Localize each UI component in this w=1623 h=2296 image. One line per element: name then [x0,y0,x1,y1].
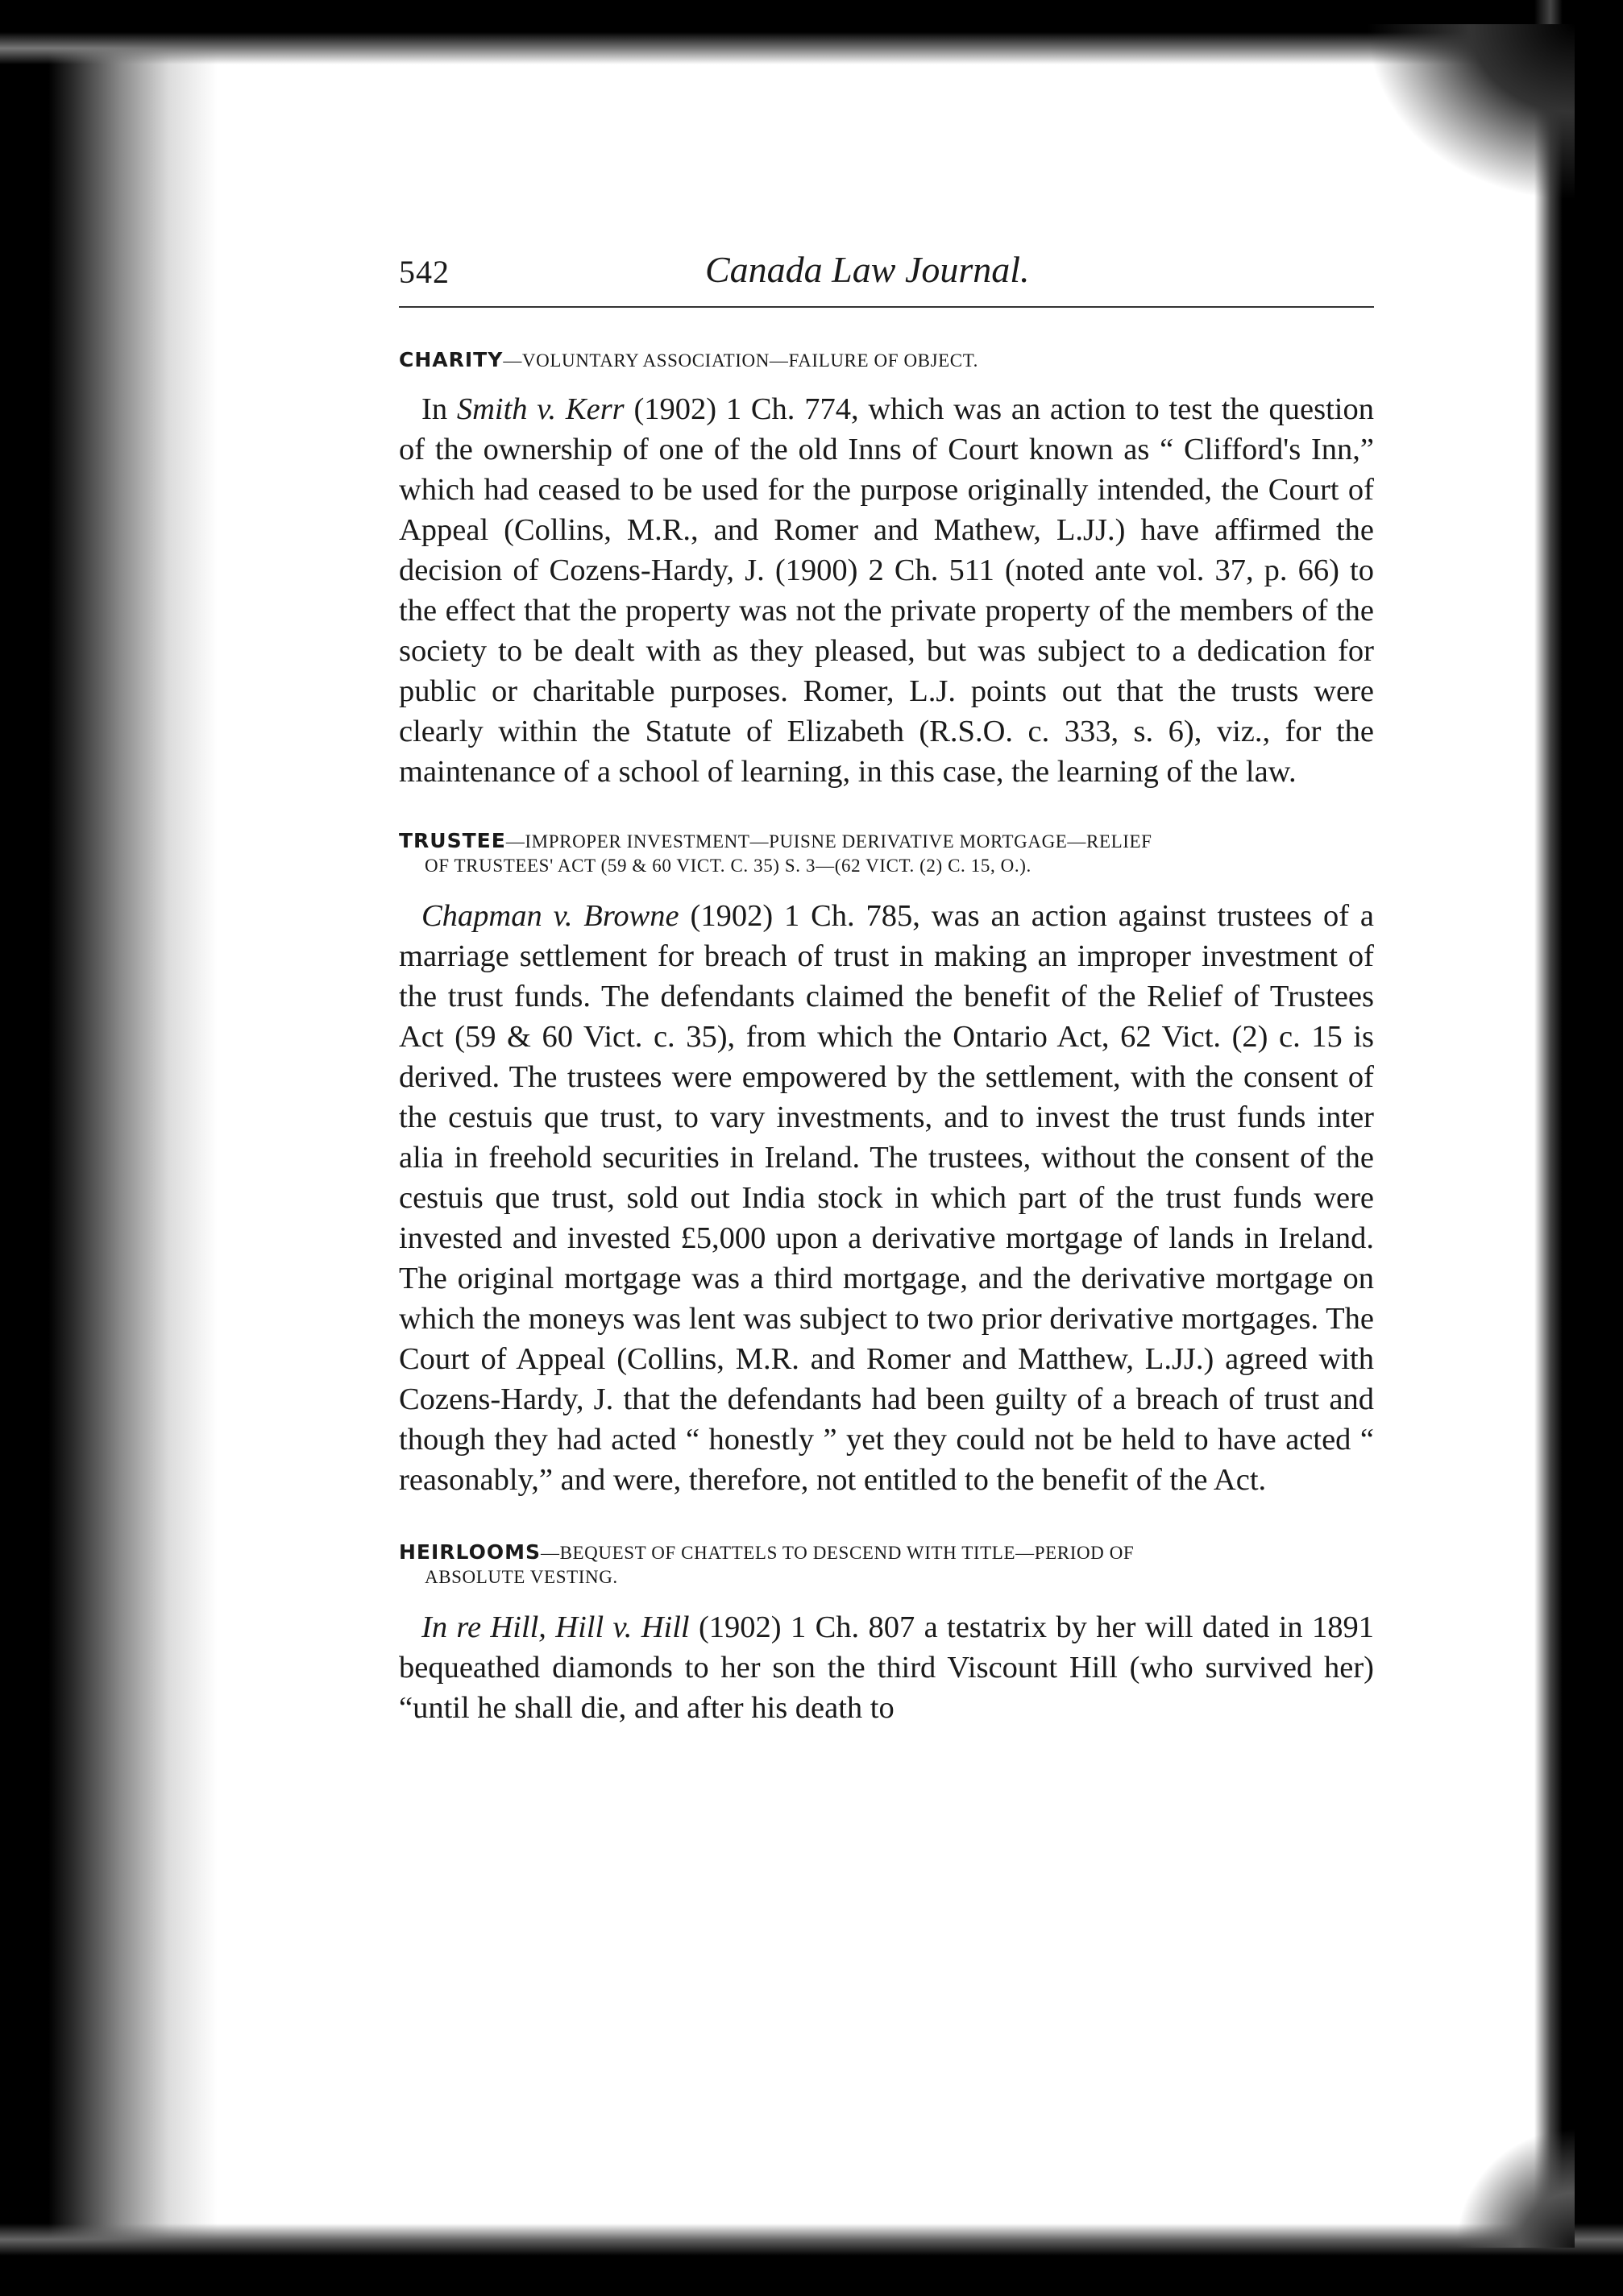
running-header [399,242,1374,308]
page-content [399,242,1374,1728]
section-heading-trustee [399,829,1374,878]
heading-subtitle-continued: ABSOLUTE VESTING. [425,1567,618,1587]
heading-subtitle: —BEQUEST OF CHATTELS TO DESCEND WITH TITLE—PERIOD OF [540,1543,1135,1563]
heading-keyword: HEIRLOOMS [399,1540,541,1564]
scan-corner-top-right [1365,24,1575,201]
scan-shadow-bottom [0,2223,1623,2296]
section-body-heirlooms [399,1607,1374,1728]
body-text: (1902) 1 Ch. 807 a testatrix by her will dated in 1891 bequeathed diamonds to her son the third Viscount Hill (who survived her) “until he shall die, and after his death to [399,1610,1374,1725]
section-heading-heirlooms [399,1540,1374,1589]
case-name: Chapman v. Browne [421,899,679,933]
body-lead: In [421,392,457,426]
case-name: Smith v. Kerr [456,392,625,426]
section-body-charity [399,389,1374,792]
section-heading-charity [399,348,1374,373]
heading-keyword: CHARITY [399,348,504,371]
case-name: In re Hill, Hill v. Hill [421,1610,690,1644]
heading-subtitle: —VOLUNTARY ASSOCIATION—FAILURE OF OBJECT. [503,350,979,371]
body-text: (1902) 1 Ch. 785, was an action against trustees of a marriage settlement for breach of trust in making an improper investment of the trust funds. The defendants claimed the benefit of the Relief of Trustees Act (59 & 60 Vict. c. 35), from which the Ontario Act, 62 Vict. (2) c. 15 is derived. The trustees were empowered by the settlement, with the consent of the cestuis que trust, to vary investments, and to invest the trust funds inter alia in freehold securities in Ireland. The trustees, without the consent of the cestuis que trust, sold out India stock in which part of the trust funds were invested and invested £5,000 upon a derivative mortgage of lands in Ireland. The original mortgage was a third mortgage, and the derivative mortgage on which the moneys was lent was subject to two prior derivative mortgages. The Court of Appeal (Collins, M.R. and Romer and Matthew, L.JJ.) agreed with Cozens-Hardy, J. that the defendants had been guilty of a breach of trust and though they had acted “ honestly ” yet they could not be held to have acted “ reasonably,” and were, therefore, not entitled to the benefit of the Act. [399,899,1375,1497]
journal-title: Canada Law Journal. [705,249,1030,290]
heading-subtitle-continued: OF TRUSTEES' ACT (59 & 60 VICT. C. 35) S. 3—(62 VICT. (2) C. 15, O.). [425,856,1031,876]
heading-subtitle: —IMPROPER INVESTMENT—PUISNE DERIVATIVE MORTGAGE—RELIEF [505,831,1152,852]
heading-keyword: TRUSTEE [399,829,506,852]
section-body-trustee [399,896,1374,1500]
scan-shadow-right [1534,0,1623,2296]
body-text: (1902) 1 Ch. 774, which was an action to test the question of the ownership of one of the old Inns of Court known as “ Clifford's Inn,” which had ceased to be used for the purpose originally intended, the Court of Appeal (Collins, M.R., and Romer and Mathew, L.JJ.) have affirmed the decision of Cozens-Hardy, J. (1900) 2 Ch. 511 (noted ante vol. 37, p. 66) to the effect that the property was not the private property of the members of the society to be dealt with as they pleased, but was subject to a dedication for public or charitable purposes. Romer, L.J. points out that the trusts were clearly within the Statute of Elizabeth (R.S.O. c. 333, s. 6), viz., for the maintenance of a school of learning, in this case, the learning of the law. [399,392,1374,789]
scan-shadow-left [0,0,218,2296]
page-number: 542 [399,254,450,290]
scan-corner-bottom-right [1446,2119,1575,2248]
